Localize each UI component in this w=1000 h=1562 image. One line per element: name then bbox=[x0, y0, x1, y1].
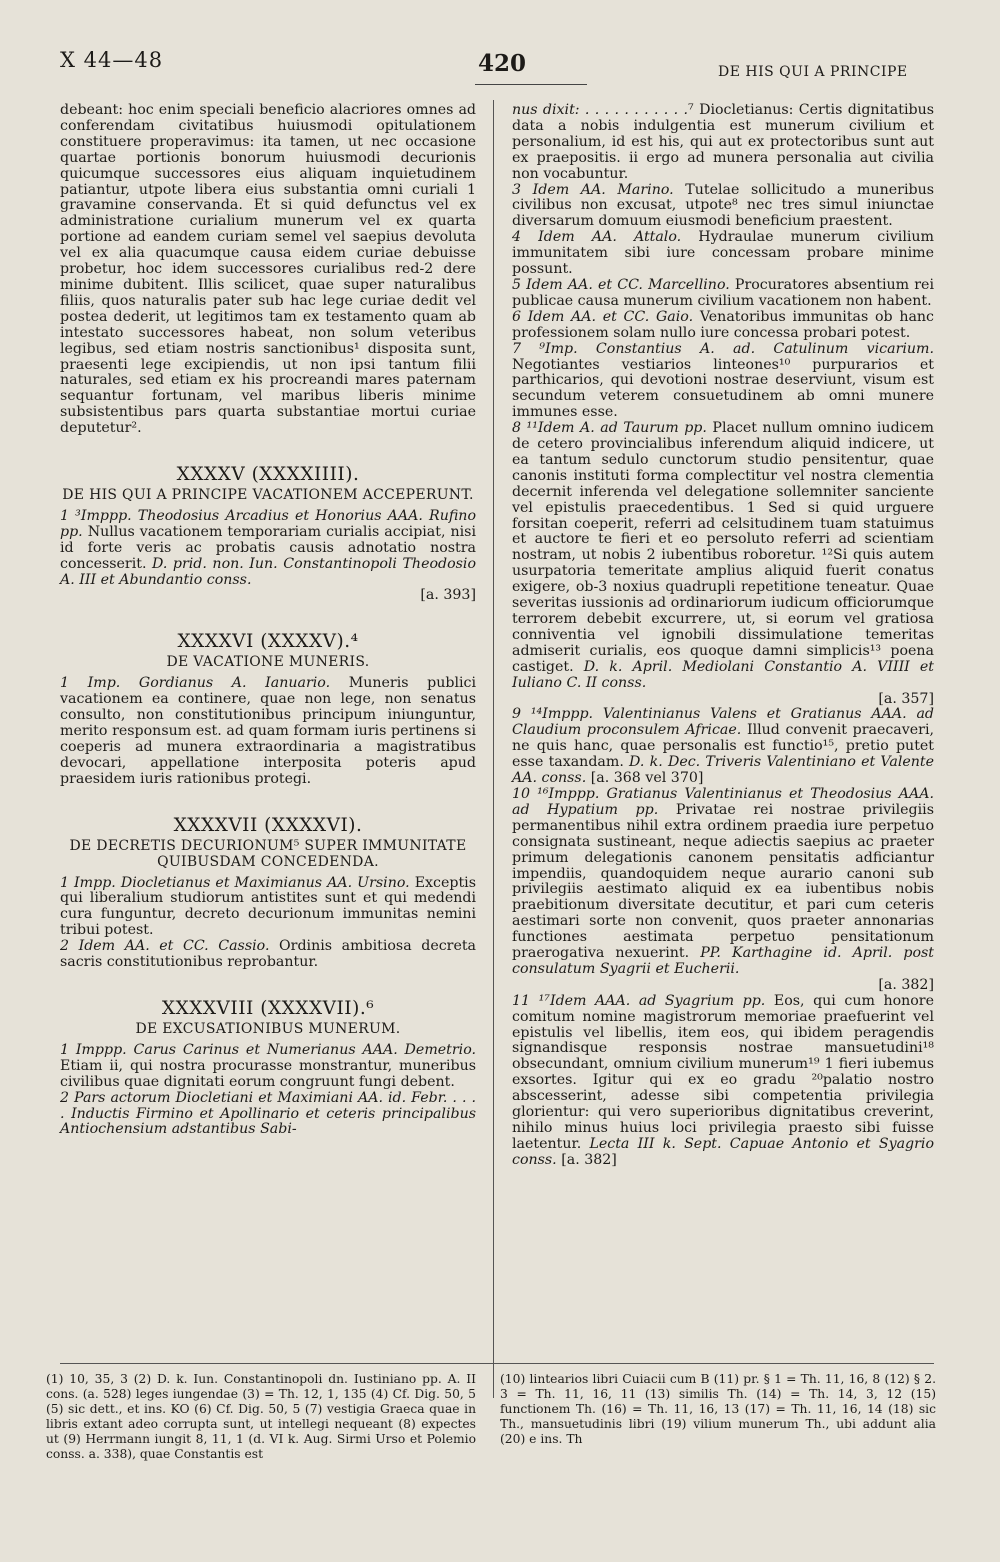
footnote-text: (10) lintearios libri Cuiacii cum B (11) pr. § 1 = Th. 11, 16, 8 (12) § 2. 3 = Th. 11, 16, 11 (13) similis Th. (14) = Th. 14, 3, 12 (15) functionem Th. (16) = Th. 11, 16, 13 (17) = Th. 11, 16, 14 (18) sic Th., mansuetudinis libri (19) vilium munerum Th., ubi addunt alia (20) e ins. Th bbox=[500, 1372, 936, 1446]
law-lead: 2 Idem AA. et CC. Cassio. bbox=[60, 938, 270, 955]
law-date: D. k. April. Mediolani Constantio A. VIIII et Iuliano C. II conss. bbox=[512, 658, 934, 691]
footnote-rule bbox=[60, 1363, 934, 1364]
law-entry bbox=[60, 509, 476, 589]
running-title: DE HIS QUI A PRINCIPE bbox=[718, 64, 908, 80]
header-rule bbox=[475, 84, 587, 85]
law-text: Nullus vacationem temporariam curialis accipiat, nisi id forte veris ac probatis causis adnotatio nostra concesserit. bbox=[60, 523, 476, 572]
section-title: XXXXV (XXXXIIII). bbox=[176, 464, 360, 486]
law-text: Eos, qui cum honore comitum nomine magistrorum memoriae praefuerint vel epistulis vel libellis, item eos, qui ibidem peragendis signandisque responsis nostrae mansuetudini¹⁸ obsecundant, omnium civilium munerum¹⁹ 1 fieri iubemus exsortes. Igitur qui ex eo gradu ²⁰palatio nostro abscesserint, adesse sibi competentia privilegia glorientur: qui vero superioribus dignitatibus creverint, nihilo minus huius loci privilegia praesto sibi fuisse laetentur. bbox=[512, 992, 934, 1152]
law-lead: 8 ¹¹Idem A. ad Taurum pp. bbox=[512, 420, 707, 437]
law-text: Privatae rei nostrae privilegiis permanentibus nihil extra ordinem praedia iure perpetuo consignata sustineant, neque adiectis saepius ac praeter primum delegationis canonem pensitatis adficiantur impendiis, quandoquidem neque aurario canoni sub privilegiis aestimato aliquid ex ea iubentibus nobis praebitionum diversitate decutitur, et pari cum ceteris aestimari sorte non convenit, quos praeter annonarias functiones aestimata perpetuo pensitationum praerogativa nexuerint. bbox=[512, 801, 934, 962]
law-entry bbox=[512, 707, 934, 787]
page-number: 420 bbox=[478, 50, 527, 77]
year-ref: [a. 368 vel 370] bbox=[590, 770, 704, 787]
law-lead: nus dixit: . . . . . . . . . . . bbox=[512, 102, 689, 118]
law-text: Muneris publici vacationem ea continere, quae non lege, non senatus consulto, non constitutionibus principum iniunguntur, merito responsum est. ad quam formam iuris pertinens si coeperis ad munera extraordinaria a magistratibus devocari, appellatione interposita poteris apud praesidem iuris rationibus protegi. bbox=[60, 675, 477, 787]
law-lead: 6 Idem AA. et CC. Gaio. bbox=[512, 308, 694, 325]
law-entry bbox=[512, 310, 934, 342]
law-entry bbox=[60, 876, 476, 940]
law-text: Procuratores absentium rei publicae causa munerum civilium vacationem non habent. bbox=[512, 276, 934, 309]
section-heading: DE HIS QUI A PRINCIPE VACATIONEM ACCEPERUNT. bbox=[62, 486, 474, 503]
law-entry bbox=[60, 676, 476, 787]
law-text: Ordinis ambitiosa decreta sacris constitutionibus reprobantur. bbox=[60, 938, 476, 971]
law-entry bbox=[512, 342, 934, 422]
law-lead: 1 Impp. Diocletianus et Maximianus AA. Ursino. bbox=[60, 874, 410, 891]
law-text: Etiam ii, qui nostra procurasse monstrantur, muneribus civilibus quae dignitati eorum congruunt fungi debent. bbox=[60, 1057, 476, 1090]
law-entry bbox=[512, 787, 934, 978]
law-date: D. k. Dec. Triveris Valentiniano et Valente AA. conss. bbox=[512, 754, 934, 787]
footnotes-left bbox=[46, 1372, 476, 1462]
left-column bbox=[60, 103, 476, 1138]
section-title: XXXXVI (XXXXV).⁴ bbox=[177, 631, 359, 653]
law-entry: 2 Pars actorum Diocletiani et Maximiani AA. id. Febr. . . . . Inductis Firmino et Apollinario et ceteris principalibus Antiochensium adstantibus Sabi- bbox=[60, 1089, 476, 1138]
section-range: X 44—48 bbox=[60, 48, 164, 72]
year-ref: [a. 357] bbox=[878, 690, 934, 707]
paragraph: debeant: hoc enim speciali beneficio alacriores omnes ad conferendam civitatibus huiusmodi opitulationem constituere properavimus: ita tamen, ut nec occasione quartae portionis bonorum huiusmodi decurionis quicumque successores eius aliquam inquietudinem patiantur, utpote libera eius substantia omni curiali 1 gravamine conservanda. Et si quid defunctus vel ex administratione curialium munerum vel ex quarta portione ad eandem curiam semel vel saepius devoluta vel ex alia quacumque causa eidem curiae debuisse probetur, hoc idem successores curialibus red-2 dere minime dubitent. Illis scilicet, quae super naturalibus filiis, quos naturalis pater sub hac lege curiae dedit vel postea dederit, ut legitimos tam ex testamento quam ab intestato successores habeat, non solum veteribus legibus, sed etiam nostris sanctionibus¹ disposita sunt, praesenti lege excipiendis, ut non ipsi tantum filii naturales, sed etiam ex his procreandi mares paternam sequantur fortunam, vel maribus liberis minime subsistentibus pars quarta substantiae mortui curiae deputetur². bbox=[60, 102, 476, 437]
law-entry bbox=[60, 1043, 476, 1091]
law-text: Venatoribus immunitas ob hanc professionem solam nullo iure concessa probari potest. bbox=[512, 308, 934, 341]
column-divider bbox=[493, 100, 494, 1398]
year-ref: [a. 382] bbox=[561, 1151, 617, 1168]
law-entry bbox=[512, 278, 934, 310]
section-title: XXXXVII (XXXXVI). bbox=[173, 814, 363, 836]
law-lead: 7 ⁹Imp. Constantius A. ad. Catulinum vicarium. bbox=[512, 340, 934, 357]
law-entry bbox=[512, 183, 934, 231]
section-title: XXXXVIII (XXXXVII).⁶ bbox=[161, 997, 375, 1019]
law-date: Lecta III k. Sept. Capuae Antonio et Syagrio conss. bbox=[512, 1135, 934, 1168]
law-lead: 1 Imppp. Carus Carinus et Numerianus AAA. Demetrio. bbox=[60, 1041, 476, 1058]
section-heading: DE DECRETIS DECURIONUM⁵ SUPER IMMUNITATE QUIBUSDAM CONCEDENDA. bbox=[69, 837, 467, 870]
year-ref: [a. 393] bbox=[420, 587, 476, 604]
law-entry bbox=[512, 994, 934, 1169]
law-date: PP. Karthagine id. April. post consulatum Syagrii et Eucherii. bbox=[512, 945, 935, 977]
footnotes-right bbox=[500, 1372, 936, 1447]
page-header bbox=[0, 48, 1000, 88]
year-ref: [a. 382] bbox=[878, 976, 934, 993]
law-text: ⁷ Diocletianus: Certis dignitatibus data a nobis indulgentia est munerum civilium et personalium, id est his, qui aut ex protectoribus sunt aut ex praepositis. ii ergo ad munera personalia aut civilia non vocabuntur. bbox=[512, 102, 934, 182]
law-text: Tutelae sollicitudo a muneribus civilibus non excusat, utpote⁸ nec tres simul iniunctae diversarum domuum eiusmodi beneficium praestent. bbox=[512, 181, 934, 230]
law-lead: 1 Imp. Gordianus A. Ianuario. bbox=[60, 675, 331, 692]
law-entry bbox=[512, 421, 934, 691]
law-lead: 9 ¹⁴Imppp. Valentinianus Valens et Gratianus AAA. ad Claudium proconsulem Africae. bbox=[512, 706, 934, 739]
law-lead: 3 Idem AA. Marino. bbox=[512, 181, 674, 198]
law-lead: 11 ¹⁷Idem AAA. ad Syagrium pp. bbox=[512, 992, 766, 1009]
law-text: Exceptis qui liberalium studiorum antistites sunt et qui medendi cura funguntur, decreto decurionum immunitas nemini tribui potest. bbox=[60, 874, 476, 939]
law-entry bbox=[512, 103, 934, 183]
law-text: Hydraulae munerum civilium immunitatem sibi iure concessam probare minime possunt. bbox=[512, 229, 934, 278]
law-text: Negotiantes vestiarios linteones¹⁰ purpurarios et parthicarios, qui devotioni nostrae deserviunt, visum est secundum veterem consuetudinem ab omni munere immunes esse. bbox=[512, 356, 934, 421]
right-column bbox=[512, 103, 934, 1169]
law-text: Placet nullum omnino iudicem de cetero provincialibus inferendum aliquid indicere, ut ea tantum sedulo cunctorum studio pensitentur, quae canonis instituti forma complectitur vel nostra clementia decernit inferenda vel delegatione sollemniter sanciente vel epistulis praecedentibus. 1 Sed si quid urguere forsitan coeperit, referri ad celsitudinem tuam statuimus et auctore te fieri et eo persoluto referri ad scientiam nostram, ut nobis 2 iubentibus roboretur. ¹²Si quis autem usurpatoria temeritate amplius aliquid fuerit conatus exigere, ob-3 noxius quadrupli repetitione teneatur. Quae severitas iussionis ad ordinariorum iudicum officiorumque terrorem debebit excurrere, ut, si eorum vel gratiosa conniventia vel ignobili dissimulatione temeritas admiserit curialis, eos quoque damni simplicis¹³ poena castiget. bbox=[512, 420, 934, 675]
law-lead: 1 ³Imppp. Theodosius Arcadius et Honorius AAA. Rufino pp. bbox=[60, 507, 476, 540]
law-entry bbox=[512, 230, 934, 278]
law-lead: 4 Idem AA. Attalo. bbox=[512, 229, 682, 246]
law-date: D. prid. non. Iun. Constantinopoli Theodosio A. III et Abundantio conss. bbox=[60, 555, 476, 588]
law-entry bbox=[60, 939, 476, 971]
law-text: Illud convenit praecaveri, ne quis hanc, quae personalis est functio¹⁵, pretio putet esse taxandam. bbox=[512, 722, 935, 771]
section-heading: DE EXCUSATIONIBUS MUNERUM. bbox=[135, 1020, 401, 1037]
law-lead: 10 ¹⁶Imppp. Gratianus Valentinianus et Theodosius AAA. ad Hypatium pp. bbox=[512, 785, 934, 818]
footnote-text: (1) 10, 35, 3 (2) D. k. Iun. Constantinopoli dn. Iustiniano pp. A. II cons. (a. 528) leges iungendae (3) = Th. 12, 1, 135 (4) Cf. Dig. 50, 5 (5) sic dett., et ins. KO (6) Cf. Dig. 50, 5 (7) vestigia Graeca quae in libris extant adeo corrupta sunt, ut intellegi nequeant (8) expectes ut (9) Herrmann iungit 8, 11, 1 (d. VI k. Aug. Sirmi Urso et Polemio conss. a. 338), quae Constantis est bbox=[46, 1372, 476, 1461]
section-heading: DE VACATIONE MUNERIS. bbox=[166, 654, 370, 671]
law-lead: 5 Idem AA. et CC. Marcellino. bbox=[512, 276, 730, 293]
